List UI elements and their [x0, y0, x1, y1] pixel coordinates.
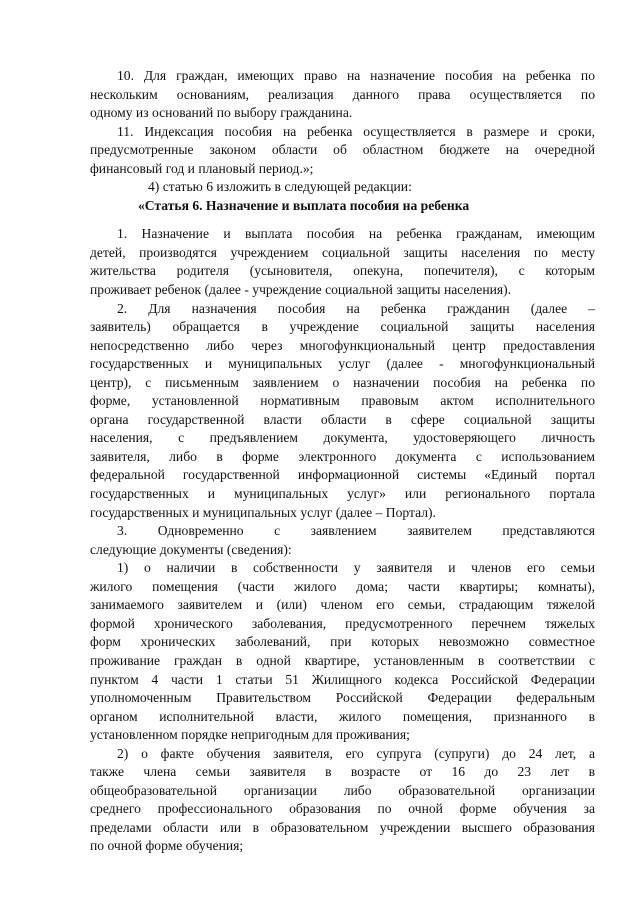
text-line: пунктом 4 части 1 статьи 51 Жилищного кодекса Российской Федерации [90, 671, 595, 687]
text-line: государственных и муниципальных услуг (далее – Портал). [90, 504, 436, 520]
article-section-2 [90, 300, 595, 523]
text-line: жительства родителя (усыновителя, опекуна, попечителя), с которым [90, 263, 595, 279]
text-line: нескольким основаниям, реализация данного права осуществляется по [90, 86, 595, 102]
text-line: по очной форме обучения; [90, 838, 244, 854]
text-line: населения, с предъявлением документа, удостоверяющего личность [90, 430, 595, 446]
text-line: 2. Для назначения пособия на ребенка гражданин (далее – [117, 300, 595, 316]
document-body [90, 67, 595, 856]
text-line: детей, производятся учреждением социальной защиты населения по месту [90, 244, 595, 260]
text-line: форм хронических заболеваний, при которых невозможно совместное [90, 634, 595, 650]
text-line: 2) о факте обучения заявителя, его супруга (супруги) до 24 лет, а [117, 745, 595, 761]
article-title: «Статья 6. Назначение и выплата пособия на ребенка [138, 197, 470, 213]
text-line: непосредственно либо через многофункциональный центр предоставления [90, 337, 595, 353]
text-line: заявитель) обращается в учреждение социальной защиты населения [90, 319, 595, 335]
text-line: одному из оснований по выбору гражданина. [90, 105, 353, 121]
text-line: жилого помещения (части жилого дома; части квартиры; комнаты), [90, 578, 595, 594]
text-line: заявителя, либо в форме электронного документа с использованием [90, 448, 595, 464]
paragraph-10 [90, 67, 595, 123]
text-line: пределами области или в образовательном учреждении высшего образования [90, 819, 595, 835]
text-line: проживание граждан в одной квартире, установленным в соответствии с [90, 652, 595, 668]
text-line: также члена семьи заявителя в возрасте от 16 до 23 лет в [90, 764, 595, 780]
paragraph-11 [90, 123, 595, 179]
article-section-3 [90, 522, 595, 559]
text-line: форме, установленной нормативным правовым актом исполнительного [90, 393, 595, 409]
text-line: установленном порядке непригодным для проживания; [90, 727, 410, 743]
text-line: 4) статью 6 изложить в следующей редакции: [148, 179, 412, 195]
text-line: 10. Для граждан, имеющих право на назначение пособия на ребенка по [117, 68, 595, 83]
text-line: проживает ребенок (далее - учреждение социальной защиты населения). [90, 282, 512, 298]
text-line: федеральной государственной информационной системы «Единый портал [90, 467, 595, 483]
text-line: занимаемого заявителем и (или) членом его семьи, страдающим тяжелой [90, 597, 595, 613]
text-line: 1. Назначение и выплата пособия на ребенка гражданам, имеющим [117, 226, 595, 242]
article-section-3-item-2 [90, 745, 595, 856]
text-line: формой хронического заболевания, предусмотренного перечнем тяжелых [90, 615, 595, 631]
amendment-item-4 [90, 178, 595, 197]
spacer [90, 215, 595, 225]
article-section-3-item-1 [90, 559, 595, 744]
text-line: 11. Индексация пособия на ребенка осуществляется в размере и сроки, [117, 123, 595, 139]
text-line: уполномоченным Правительством Российской Федерации федеральным [90, 690, 595, 706]
text-line: органа государственной власти области в сфере социальной защиты [90, 411, 595, 427]
text-line: предусмотренные законом области об областном бюджете на очередной [90, 142, 595, 158]
text-line: государственных и муниципальных услуг (далее - многофункциональный [90, 356, 595, 372]
text-line: 3. Одновременно с заявлением заявителем представляются [117, 523, 595, 539]
text-line: государственных и муниципальных услуг» или регионального портала [90, 486, 595, 502]
text-line: общеобразовательной организации либо образовательной организации [90, 782, 595, 798]
text-line: среднего профессионального образования по очной форме обучения за [90, 801, 595, 817]
article-heading [90, 197, 595, 216]
text-line: следующие документы (сведения): [90, 541, 292, 557]
text-line: 1) о наличии в собственности у заявителя и членов его семьи [117, 560, 595, 576]
text-line: органом исполнительной власти, жилого помещения, признанного в [90, 708, 595, 724]
article-section-1 [90, 225, 595, 299]
text-line: центр), с письменным заявлением о назначении пособия на ребенка по [90, 374, 595, 390]
text-line: финансовый год и плановый период.»; [90, 160, 314, 176]
